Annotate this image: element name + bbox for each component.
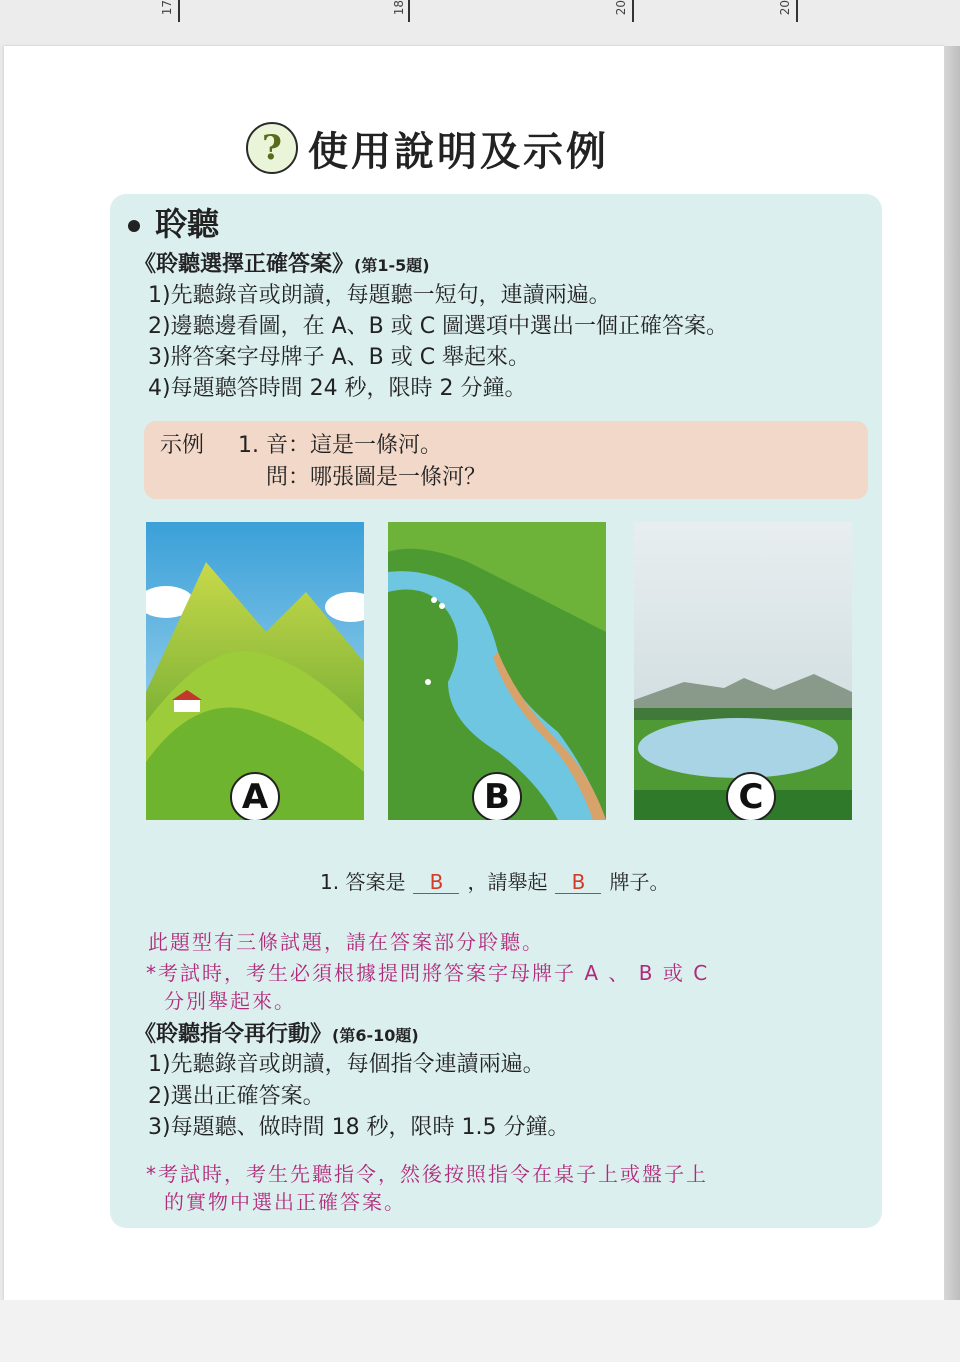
note-1-line-3: 分別舉起來。 (164, 989, 296, 1013)
page-title: 使用說明及示例 (308, 128, 609, 175)
part1-heading (134, 247, 430, 278)
picture-b-river (388, 522, 606, 820)
tab-divider (178, 0, 180, 22)
part2-step-1: 1)先聽錄音或朗讀，每個指令連讀兩遍。 (148, 1052, 545, 1077)
tab-divider (796, 0, 798, 22)
scan-bottom-strip (0, 1300, 960, 1362)
part1-step-3: 3)將答案字母牌子 A、B 或 C 舉起來。 (148, 345, 531, 370)
bullet-icon (128, 220, 140, 232)
tab-divider (632, 0, 634, 22)
picture-c-label: C (726, 772, 776, 820)
top-tab-20b: 20 (778, 0, 792, 16)
part2-heading-text: 《聆聽指令再行動》 (134, 1022, 333, 1047)
top-tab-18: 18 (392, 0, 406, 16)
answer-line (320, 866, 669, 895)
example-question-line: 問：哪張圖是一條河？ (266, 465, 487, 490)
part2-step-3: 3)每題聽、做時間 18 秒，限時 1.5 分鐘。 (148, 1115, 570, 1140)
part1-step-1: 1)先聽錄音或朗讀，每題聽一短句，連讀兩遍。 (148, 283, 611, 308)
answer-blank-2: B (555, 871, 601, 894)
answer-blank-1: B (413, 871, 459, 894)
part1-heading-text: 《聆聽選擇正確答案》 (134, 252, 355, 277)
note-1-line-1: 此題型有三條試題，請在答案部分聆聽。 (148, 930, 544, 954)
page-title-row (246, 118, 609, 178)
note-2-line-1: *考試時，考生先聽指令，然後按照指令在桌子上或盤子上 (146, 1162, 708, 1186)
picture-b-label: B (472, 772, 522, 820)
part1-step-2: 2)邊聽邊看圖，在 A、B 或 C 圖選項中選出一個正確答案。 (148, 314, 729, 339)
part2-step-2: 2)選出正確答案。 (148, 1084, 325, 1109)
question-icon: ? (246, 122, 298, 174)
part1-step-4: 4)每題聽答時間 24 秒，限時 2 分鐘。 (148, 376, 527, 401)
part1-question-range: (第1-5題) (354, 256, 430, 275)
part2-question-range: (第6-10題) (332, 1026, 419, 1045)
note-2-line-2: 的實物中選出正確答案。 (164, 1190, 406, 1214)
top-tab-20a: 20 (614, 0, 628, 16)
example-label: 示例 (160, 433, 205, 458)
picture-c-lake (634, 522, 852, 820)
picture-a-mountains (146, 522, 364, 820)
scan-top-strip (0, 0, 960, 46)
top-tab-17: 17 (160, 0, 174, 16)
part2-heading (134, 1017, 419, 1048)
answer-suffix: 牌子。 (609, 870, 670, 894)
section-heading: 聆聽 (155, 205, 220, 243)
example-audio-line: 1. 音：這是一條河。 (238, 433, 442, 458)
note-1-line-2: *考試時，考生必須根據提問將答案字母牌子 A 、 B 或 C (146, 961, 710, 985)
tab-divider (408, 0, 410, 22)
picture-a-label: A (230, 772, 280, 820)
answer-middle: ，請舉起 (467, 870, 548, 894)
answer-prefix: 1. 答案是 (320, 870, 406, 894)
page-edge-shadow (944, 46, 960, 1300)
